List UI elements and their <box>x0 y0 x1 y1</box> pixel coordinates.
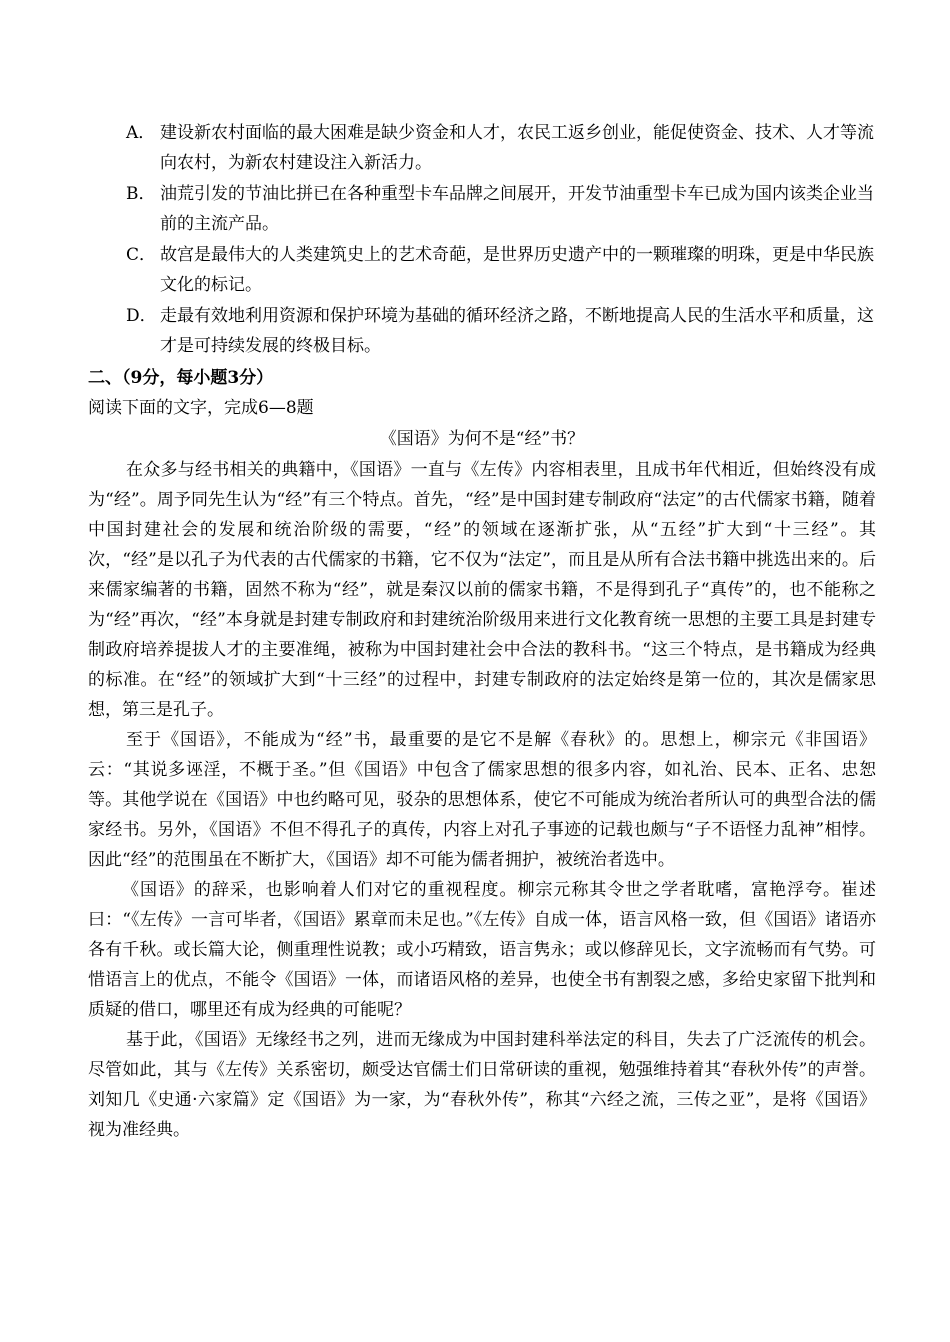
option-letter: C． <box>126 245 157 265</box>
section-heading: 二、（9分，每小题3分） <box>88 368 274 388</box>
article-paragraph-3: 《国语》的辞采，也影响着人们对它的重视程度。柳宗元称其令世之学者耽嗜，富艳浮夸。崔述曰：“《左传》一言可毕者，《国语》累章而未足也。”《左传》自成一体，语言风格一致，但《国语》诸语亦各有千秋。或长篇大论，侧重理性说教；或小巧精致，语言隽永；或以修辞见长，文字流畅而有气势。可惜语言上的优点，不能令《国语》一体，而诸语风格的差异，也使全书有割裂之感，多给史家留下批判和质疑的借口，哪里还有成为经典的可能呢？ <box>88 880 876 1020</box>
option-letter: B． <box>126 184 156 204</box>
option-text: 故宫是最伟大的人类建筑史上的艺术奇葩，是世界历史遗产中的一颗璀璨的明珠，更是中华民族文化的标记。 <box>160 245 874 295</box>
article-paragraph-1: 在众多与经书相关的典籍中，《国语》一直与《左传》内容相表里，且成书年代相近，但始终没有成为“经”。周予同先生认为“经”有三个特点。首先，“经”是中国封建专制政府“法定”的古代儒家书籍，随着中国封建社会的发展和统治阶级的需要，“经”的领域在逐渐扩张，从“五经”扩大到“十三经”。其次，“经”是以孔子为代表的古代儒家的书籍，它不仅为“法定”，而且是从所有合法书籍中挑选出来的。后来儒家编著的书籍，固然不称为“经”，就是秦汉以前的儒家书籍，不是得到孔子“真传”的，也不能称之为“经”再次，“经”本身就是封建专制政府和封建统治阶级用来进行文化教育统一思想的主要工具是封建专制政府培养提拔人才的主要准绳，被称为中国封建社会中合法的教科书。“这三个特点，是书籍成为经典的标准。在“经”的领域扩大到“十三经”的过程中，封建专制政府的法定始终是第一位的，其次是儒家思想，第三是孔子。 <box>88 460 876 720</box>
option-a <box>88 118 876 178</box>
option-text: 建设新农村面临的最大困难是缺少资金和人才，农民工返乡创业，能促使资金、技术、人才等流向农村，为新农村建设注入新活力。 <box>160 123 874 173</box>
option-c <box>88 240 876 300</box>
option-text: 油荒引发的节油比拼已在各种重型卡车品牌之间展开，开发节油重型卡车已成为国内该类企业当前的主流产品。 <box>160 184 874 234</box>
option-b <box>88 179 876 239</box>
option-text: 走最有效地利用资源和保护环境为基础的循环经济之路，不断地提高人民的生活水平和质量，这才是可持续发展的终极目标。 <box>160 306 874 356</box>
article-title: 《国语》为何不是“经”书？ <box>379 429 585 449</box>
option-d <box>88 301 876 361</box>
document-page <box>88 118 876 1145</box>
reading-instruction: 阅读下面的文字，完成6—8题 <box>88 398 314 418</box>
article-paragraph-2: 至于《国语》，不能成为“经”书，最重要的是它不是解《春秋》的。思想上，柳宗元《非国语》云：“其说多诬淫，不概于圣。”但《国语》中包含了儒家思想的很多内容，如礼治、民本、正名、忠恕等。其他学说在《国语》中也约略可见，驳杂的思想体系，使它不可能成为统治者所认可的典型合法的儒家经书。另外，《国语》不但不得孔子的真传，内容上对孔子事迹的记载也颇与“子不语怪力乱神”相悖。因此“经”的范围虽在不断扩大，《国语》却不可能为儒者拥护，被统治者选中。 <box>88 730 876 870</box>
article-paragraph-4: 基于此，《国语》无缘经书之列，进而无缘成为中国封建科举法定的科目，失去了广泛流传的机会。尽管如此，其与《左传》关系密切，颇受达官儒士们日常研读的重视，勉强维持着其“春秋外传”的声誉。刘知几《史通·六家篇》定《国语》为一家，为“春秋外传”，称其“六经之流，三传之亚”，是将《国语》视为准经典。 <box>88 1030 876 1140</box>
option-letter: D． <box>126 306 157 326</box>
option-letter: A． <box>126 123 156 143</box>
